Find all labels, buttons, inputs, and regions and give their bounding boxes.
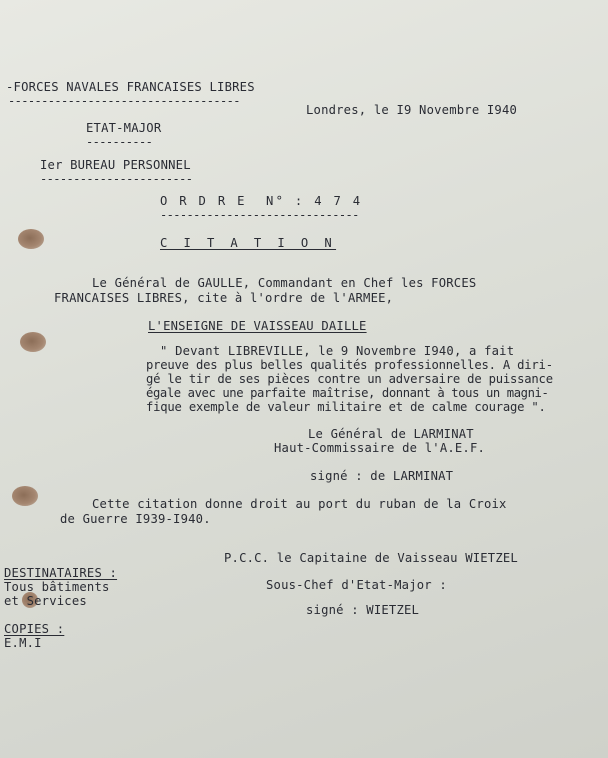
staff-heading: ETAT-MAJOR <box>86 121 162 135</box>
bureau-heading: Ier BUREAU PERSONNEL <box>40 158 191 172</box>
quote-line-5: fique exemple de valeur militaire et de calme courage ". <box>146 400 546 414</box>
quote-line-3: gé le tir de ses pièces contre un adversaire de puissance <box>146 372 553 386</box>
subchief-line: Sous-Chef d'Etat-Major : <box>266 578 447 592</box>
signature-line-1: signé : de LARMINAT <box>310 469 454 483</box>
intro-line-2: FRANCAISES LIBRES, cite à l'ordre de l'ARMEE, <box>54 291 394 305</box>
order-rule: ------------------------------ <box>160 208 359 222</box>
note-line-1: Cette citation donne droit au port du ruban de la Croix <box>92 497 507 511</box>
quote-line-1: " Devant LIBREVILLE, le 9 Novembre I940, a fait <box>160 344 515 358</box>
punch-hole <box>12 486 38 506</box>
recipients-line-2: et Services <box>4 594 87 608</box>
copies-line-1: E.M.I <box>4 636 42 650</box>
intro-line-1: Le Général de GAULLE, Commandant en Chef les FORCES <box>92 276 477 290</box>
organization-name: -FORCES NAVALES FRANCAISES LIBRES <box>6 80 255 94</box>
recipient-name: L'ENSEIGNE DE VAISSEAU DAILLE <box>148 319 367 333</box>
signer-name: Le Général de LARMINAT <box>308 427 474 441</box>
signature-line-2: signé : WIETZEL <box>306 603 420 617</box>
note-line-2: de Guerre I939-I940. <box>60 512 211 526</box>
quote-line-4: égale avec une parfaite maîtrise, donnant à tous un magni- <box>146 386 549 400</box>
punch-hole <box>20 332 46 352</box>
recipients-label: DESTINATAIRES : <box>4 566 118 580</box>
organization-rule: ----------------------------------- <box>8 94 240 108</box>
recipients-line-1: Tous bâtiments <box>4 580 110 594</box>
bureau-rule: ----------------------- <box>40 172 193 186</box>
document-title: C I T A T I O N <box>160 236 337 250</box>
place-date: Londres, le I9 Novembre I940 <box>306 103 518 117</box>
punch-hole <box>18 229 44 249</box>
signer-title: Haut-Commissaire de l'A.E.F. <box>274 441 486 455</box>
order-number: O R D R E N° : 4 7 4 <box>160 194 363 208</box>
quote-line-2: preuve des plus belles qualités professionnelles. A diri- <box>146 358 553 372</box>
staff-rule: ---------- <box>86 135 153 149</box>
copies-label: COPIES : <box>4 622 65 636</box>
pcc-line: P.C.C. le Capitaine de Vaisseau WIETZEL <box>224 551 518 565</box>
